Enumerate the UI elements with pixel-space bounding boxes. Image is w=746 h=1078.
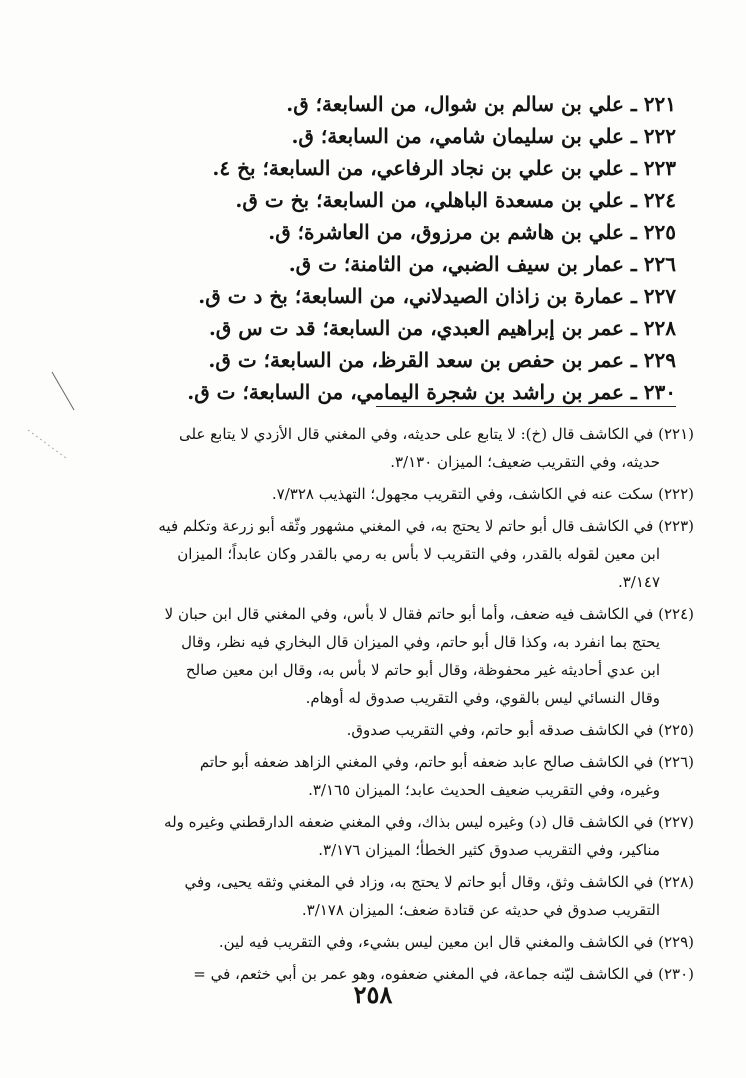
footnote-line: مناكير، وفي التقريب صدوق كثير الخطأ؛ الميزان ٣/١٧٦. bbox=[318, 841, 660, 859]
footnote-line: (٢٢٥) في الكاشف صدقه أبو حاتم، وفي التقريب صدوق. bbox=[346, 721, 694, 739]
footnote bbox=[34, 748, 694, 804]
narrator-entry: ٢٣٠ ـ عمر بن راشد بن شجرة اليمامي، من السابعة؛ ت ق. bbox=[187, 380, 676, 404]
footnote-line: (٢٢٤) في الكاشف فيه ضعف، وأما أبو حاتم فقال لا بأس، وفي المغني قال ابن حبان لا bbox=[164, 605, 694, 623]
footnote bbox=[34, 808, 694, 864]
footnote-line: ابن عدي أحاديثه غير محفوظة، وقال أبو حاتم لا بأس به، وقال ابن معين صالح bbox=[185, 661, 660, 679]
narrator-entry: ٢٢٨ ـ عمر بن إبراهيم العبدي، من السابعة؛ قد ت س ق. bbox=[208, 316, 676, 340]
footnote-line: وقال النسائي ليس بالقوي، وفي التقريب صدوق له أوهام. bbox=[305, 689, 660, 707]
footnote-line: (٢٢٦) في الكاشف صالح عابد ضعفه أبو حاتم، وفي المغني الزاهد ضعفه أبو حاتم bbox=[199, 753, 694, 771]
narrator-entries-list bbox=[116, 88, 676, 408]
narrator-entry: ٢٢٣ ـ علي بن علي بن نجاد الرفاعي، من السابعة؛ بخ ٤. bbox=[212, 156, 676, 180]
scan-pencil-mark bbox=[22, 370, 82, 460]
narrator-entry: ٢٢٢ ـ علي بن سليمان شامي، من السابعة؛ ق. bbox=[291, 124, 676, 148]
footnote bbox=[34, 480, 694, 508]
footnote-line: ٣/١٤٧. bbox=[617, 573, 660, 591]
narrator-entry: ٢٢٤ ـ علي بن مسعدة الباهلي، من السابعة؛ بخ ت ق. bbox=[235, 188, 676, 212]
narrator-entry: ٢٢٧ ـ عمارة بن زاذان الصيدلاني، من السابعة؛ بخ د ت ق. bbox=[198, 284, 676, 308]
narrator-entry: ٢٢١ ـ علي بن سالم بن شوال، من السابعة؛ ق. bbox=[286, 92, 676, 116]
narrator-entry: ٢٢٥ ـ علي بن هاشم بن مرزوق، من العاشرة؛ ق. bbox=[268, 220, 676, 244]
footnote bbox=[34, 600, 694, 712]
footnote-line: (٢٣٠) في الكاشف ليّنه جماعة، في المغني ضعفوه، وهو عمر بن أبي خثعم، في = bbox=[193, 965, 694, 983]
footnote bbox=[34, 512, 694, 596]
footnote-line: (٢٢٢) سكت عنه في الكاشف، وفي التقريب مجهول؛ التهذيب ٧/٣٢٨. bbox=[271, 485, 694, 503]
footnote-line: (٢٢٧) في الكاشف قال (د) وغيره ليس بذاك، وفي المغني ضعفه الدارقطني وغيره وله bbox=[164, 813, 694, 831]
footnote bbox=[34, 928, 694, 956]
footnote-line: (٢٢٨) في الكاشف وثق، وقال أبو حاتم لا يحتج به، وزاد في المغني وثقه يحيى، وفي bbox=[184, 873, 694, 891]
footnotes-list bbox=[34, 420, 694, 992]
footnote bbox=[34, 868, 694, 924]
narrator-entry: ٢٢٩ ـ عمر بن حفص بن سعد القرظ، من السابعة؛ ت ق. bbox=[208, 348, 676, 372]
narrator-entry: ٢٢٦ ـ عمار بن سيف الضبي، من الثامنة؛ ت ق. bbox=[288, 252, 676, 276]
footnote-line: (٢٢٣) في الكاشف قال أبو حاتم لا يحتج به، في المغني مشهور وثّقه أبو زرعة وتكلم فيه bbox=[158, 517, 694, 535]
footnote bbox=[34, 716, 694, 744]
footnote-line: (٢٢٩) في الكاشف والمغني قال ابن معين ليس بشيء، وفي التقريب فيه لين. bbox=[218, 933, 694, 951]
footnote bbox=[34, 420, 694, 476]
footnote-line: ابن معين لقوله بالقدر، وفي التقريب لا بأس به رمي بالقدر وكان عابداً؛ الميزان bbox=[177, 545, 660, 563]
footnote-separator bbox=[376, 406, 676, 407]
footnote-line: وغيره، وفي التقريب ضعيف الحديث عابد؛ الميزان ٣/١٦٥. bbox=[308, 781, 660, 799]
footnote-line: يحتج بما انفرد به، وكذا قال أبو حاتم، وفي الميزان قال البخاري فيه نظر، وقال bbox=[181, 633, 660, 651]
page-number: ٢٥٨ bbox=[353, 980, 393, 1009]
footnote-line: التقريب صدوق في حديثه عن قتادة ضعف؛ الميزان ٣/١٧٨. bbox=[301, 901, 660, 919]
footnote-line: حديثه، وفي التقريب ضعيف؛ الميزان ٣/١٣٠. bbox=[390, 453, 660, 471]
footnote-line: (٢٢١) في الكاشف قال (خ): لا يتابع على حديثه، وفي المغني قال الأزدي لا يتابع على bbox=[179, 425, 694, 443]
